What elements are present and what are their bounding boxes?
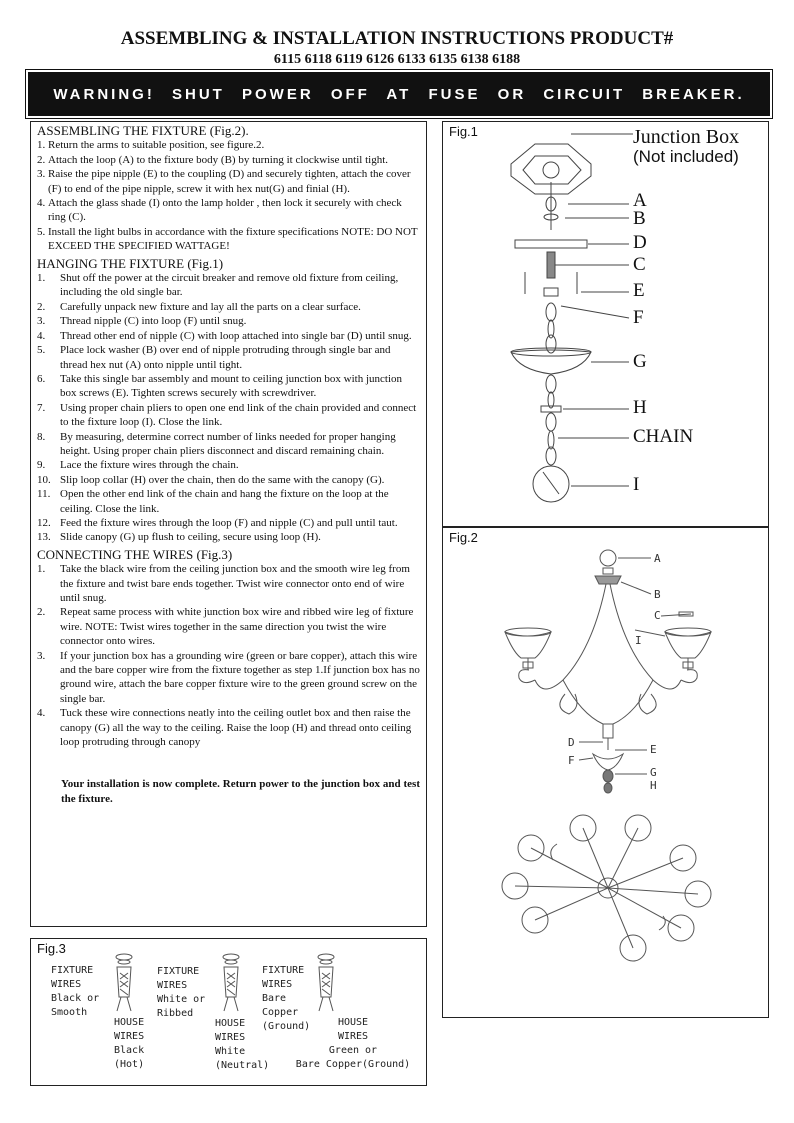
step-text: Slide canopy (G) up flush to ceiling, secure using loop (H).	[60, 531, 321, 544]
step-number: 3.	[37, 649, 46, 662]
assembling-step	[37, 225, 420, 254]
step-text: Shut off the power at the circuit breaker and remove old fixture from ceiling, including the old single bar.	[60, 272, 399, 299]
fixture-assembly-drawing	[443, 528, 770, 1019]
step-text: Carefully unpack new fixture and lay all the parts on a clear surface.	[60, 300, 361, 313]
fig3-label: Fig.3	[37, 941, 66, 956]
part-d: D	[633, 232, 647, 253]
product-numbers: 6115 6118 6119 6126 6133 6135 6138 6188	[273, 52, 521, 67]
page-title: ASSEMBLING & INSTALLATION INSTRUCTIONS PRODUCT#	[120, 28, 674, 49]
fig2-part-e: E	[650, 743, 657, 756]
step-text: Take this single bar assembly and mount to ceiling junction box with junction box screws (E). Tighten screws securely with screwdriver.	[60, 372, 403, 400]
step-number: 2.	[37, 153, 46, 166]
hanging-step	[37, 516, 420, 530]
instructions-panel	[30, 121, 427, 927]
step-text: Feed the fixture wires through the loop (F) and nipple (C) and pull until taut.	[60, 516, 398, 529]
step-text: Lace the fixture wires through the chain.	[60, 459, 239, 472]
completion-note: Your installation is now complete. Return power to the junction box and test the fixture.	[61, 778, 420, 805]
hanging-step	[37, 487, 420, 516]
house-wires-black: HOUSE WIRES Black (Hot)	[114, 1017, 145, 1070]
step-text: Using proper chain pliers to open one end link of the chain provided and connect to the fixture loop (I). Close the link.	[60, 401, 417, 429]
part-a: A	[633, 190, 647, 211]
step-text: Open the other end link of the chain and hang the fixture on the loop at the ceiling. Close the link.	[60, 488, 389, 515]
step-number: 7.	[37, 401, 46, 414]
part-h: H	[633, 397, 647, 418]
step-text: By measuring, determine correct number of links needed for proper hanging height. Using proper chain pliers disconnect and discard remaining chain.	[60, 430, 396, 457]
part-g: G	[633, 351, 647, 372]
connecting-step	[37, 562, 420, 605]
part-i: I	[633, 474, 640, 495]
junction-box-label: Junction Box	[633, 126, 740, 148]
fixture-wires-black: FIXTURE WIRES Black or Smooth	[51, 965, 100, 1018]
step-number: 10.	[37, 473, 51, 486]
step-number: 13.	[37, 531, 51, 544]
step-number: 1.	[37, 272, 46, 285]
step-number: 4.	[37, 197, 46, 210]
fig2-part-a: A	[654, 552, 661, 565]
hanging-step	[37, 314, 420, 328]
house-wires-white: HOUSE WIRES White (Neutral)	[215, 1018, 270, 1071]
part-e: E	[633, 280, 645, 301]
step-number: 2.	[37, 606, 46, 619]
connecting-step	[37, 649, 420, 707]
hanging-heading: HANGING THE FIXTURE (Fig.1)	[37, 255, 224, 271]
connecting-step	[37, 706, 420, 749]
step-text: Take the black wire from the ceiling junction box and the smooth wire leg from the fixture and twist bare ends together. Twist wire connector onto end of wire until snug.	[60, 563, 410, 604]
part-f: F	[633, 307, 644, 328]
step-text: Install the light bulbs in accordance with the fixture specifications NOTE: DO NOT EXCEED THE SPECIFIED WATTAGE!	[48, 225, 418, 253]
fig2-part-i: I	[635, 634, 642, 647]
step-number: 6.	[37, 372, 46, 385]
step-number: 1.	[37, 139, 46, 152]
step-text: Return the arms to suitable position, see figure.2.	[48, 139, 265, 152]
connecting-heading: CONNECTING THE WIRES (Fig.3)	[37, 546, 233, 562]
step-number: 2.	[37, 300, 46, 313]
step-text: Raise the pipe nipple (E) to the coupling (D) and securely tighten, attach the cover (F) to end of the pipe nipple, screw it with hex nut(G) and finial (H).	[48, 168, 411, 195]
house-wires-ground: HOUSE WIRES Green or Bare Copper(Ground)	[295, 1017, 411, 1070]
fig1-panel	[442, 121, 769, 527]
fig3-panel	[30, 938, 427, 1086]
step-text: Slip loop collar (H) over the chain, then do the same with the canopy (G).	[60, 473, 385, 486]
hanging-step	[37, 329, 420, 343]
assembling-step	[37, 138, 420, 152]
connecting-steps	[37, 562, 420, 749]
hanging-step	[37, 458, 420, 472]
step-text: Repeat same process with white junction box wire and ribbed wire leg of fixture wire. NOTE: Twist wires together in the same direction you twist the wire connector onto wires.	[60, 606, 414, 648]
step-number: 12.	[37, 516, 51, 529]
step-text: Tuck these wire connections neatly into the ceiling outlet box and then raise the canopy (G) all the way to the ceiling. Raise the loop (H) and thread onto ceiling loop protruding through canopy	[60, 707, 412, 749]
fig2-part-f: F	[568, 754, 575, 767]
fig2-label: Fig.2	[449, 530, 478, 545]
hanging-steps	[37, 271, 420, 545]
hanging-step	[37, 372, 420, 401]
hanging-step	[37, 300, 420, 314]
step-number: 5.	[37, 344, 46, 357]
part-chain: CHAIN	[633, 426, 694, 447]
step-number: 5.	[37, 225, 46, 238]
fixture-wires-copper: FIXTURE WIRES Bare Copper (Ground)	[262, 965, 311, 1032]
fig2-part-b: B	[654, 588, 661, 601]
step-number: 3.	[37, 315, 46, 328]
hanging-step	[37, 401, 420, 430]
step-number: 3.	[37, 168, 46, 181]
hanging-step	[37, 343, 420, 372]
step-number: 4.	[37, 329, 46, 342]
step-text: Place lock washer (B) over end of nipple protruding through single bar and thread hex nut (A) onto nipple until tight.	[60, 344, 391, 371]
fixture-wires-white: FIXTURE WIRES White or Ribbed	[157, 966, 206, 1019]
fig2-part-c: C	[654, 609, 661, 622]
step-number: 1.	[37, 563, 46, 576]
step-number: 8.	[37, 430, 46, 443]
fig2-part-h: H	[650, 779, 657, 792]
hanging-step	[37, 430, 420, 459]
hanging-step	[37, 473, 420, 487]
not-included-label: (Not included)	[633, 147, 739, 166]
step-number: 9.	[37, 459, 46, 472]
part-c: C	[633, 254, 646, 275]
hanging-exploded-drawing	[443, 122, 770, 528]
part-b: B	[633, 208, 646, 229]
assembling-step	[37, 196, 420, 225]
step-text: Attach the loop (A) to the fixture body (B) by turning it clockwise until tight.	[48, 153, 389, 166]
warning-banner: WARNING! SHUT POWER OFF AT FUSE OR CIRCUIT BREAKER.	[28, 72, 770, 116]
fig2-panel	[442, 527, 769, 1018]
fig1-label: Fig.1	[449, 124, 478, 139]
assembling-step	[37, 167, 420, 196]
hanging-step	[37, 530, 420, 544]
assembling-heading: ASSEMBLING THE FIXTURE (Fig.2).	[37, 123, 249, 138]
step-text: Thread other end of nipple (C) with loop attached into single bar (D) until snug.	[60, 329, 412, 342]
step-number: 4.	[37, 707, 46, 720]
hanging-step	[37, 271, 420, 300]
step-text: Attach the glass shade (I) onto the lamp holder , then lock it securely with check ring (C).	[48, 197, 402, 224]
fig2-part-d: D	[568, 736, 575, 749]
fig2-part-g: G	[650, 766, 657, 779]
connecting-step	[37, 605, 420, 648]
step-text: If your junction box has a grounding wire (green or bare copper), attach this wire and the bare copper wire from the fixture together as step 1.If junction box has no ground wire, attach the bare copper fixture wire to the green ground screw on the single bar.	[60, 649, 420, 705]
step-text: Thread nipple (C) into loop (F) until snug.	[60, 315, 247, 328]
step-number: 11.	[37, 488, 51, 501]
assembling-step	[37, 153, 420, 167]
assembling-steps	[37, 138, 420, 253]
